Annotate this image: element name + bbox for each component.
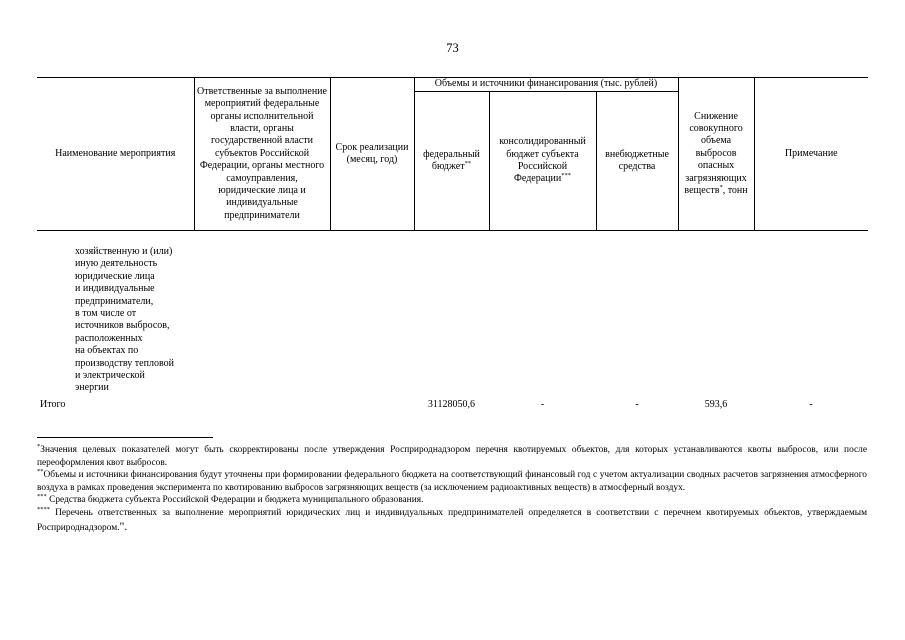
footnote xyxy=(37,507,867,534)
footnote xyxy=(37,494,867,507)
header-name: Наименование мероприятия xyxy=(37,78,194,231)
footnote xyxy=(37,469,867,494)
total-reduction: 593,6 xyxy=(704,398,728,410)
closing-quote: ". xyxy=(119,518,128,533)
financing-table xyxy=(37,77,868,412)
header-note: Примечание xyxy=(754,78,868,231)
description-line: и индивидуальные xyxy=(75,283,155,295)
footnote-mark: *** xyxy=(37,493,47,501)
description-line: и электрической xyxy=(75,370,145,382)
header-federal-budget: федеральный бюджет** xyxy=(414,92,489,231)
description-cell xyxy=(37,231,194,395)
footnote-text: Средства бюджета субъекта Российской Федерации и бюджета муниципального образования. xyxy=(49,495,424,506)
footnotes xyxy=(37,444,867,534)
description-line: иную деятельность xyxy=(75,258,158,270)
header-financing-group: Объемы и источники финансирования (тыс. рублей) xyxy=(414,78,678,92)
footnote-mark: ** xyxy=(37,468,44,476)
total-label: Итого xyxy=(40,398,66,410)
description-line: хозяйственную и (или) xyxy=(75,246,173,257)
description-line: источников выбросов, xyxy=(75,320,170,332)
table-row xyxy=(37,231,868,395)
total-note: - xyxy=(809,398,813,410)
page-number: 73 xyxy=(446,41,459,55)
description-line: на объектах по xyxy=(75,345,139,357)
description-line: производству тепловой xyxy=(75,357,174,369)
footnote-text: Объемы и источники финансирования будут уточнены при формировании федерального бюджета на соответствующий финансовый год с учетом актуализации сводных расчетов загрязнения атмосферного воздуха в рамках проведения эксперимента по квотированию выбросов загрязняющих веществ (за исключением радиоактивных веществ) в атмосферный воздух. xyxy=(37,470,867,493)
footnote-divider xyxy=(37,437,213,438)
description-line: предприниматели, xyxy=(75,295,154,307)
footnote-text: Значения целевых показателей могут быть скорректированы после утверждения Росприроднадзором перечня квотируемых объектов, для которых устанавливаются квоты выбросов, или после переоформления квот выбросов. xyxy=(37,445,867,468)
header-extrabudgetary: внебюджетные средства xyxy=(596,92,678,231)
header-term: Срок реализации (месяц, год) xyxy=(330,78,414,231)
description-line: энергии xyxy=(75,382,109,394)
header-reduction: Снижение совокупного объема выбросов опасных загрязняющих веществ*, тонн xyxy=(678,78,754,231)
description-line: в том числе от xyxy=(75,308,137,320)
header-consolidated-budget: консолидированный бюджет субъекта Российской Федерации*** xyxy=(489,92,596,231)
total-row xyxy=(37,395,868,412)
description-line: юридические лица xyxy=(75,270,155,282)
footnote-mark: * xyxy=(37,443,41,450)
total-federal-budget: 31128050,6 xyxy=(427,398,476,410)
total-extrabudgetary: - xyxy=(635,398,639,410)
footnote-mark: **** xyxy=(37,505,50,513)
footnote xyxy=(37,444,867,469)
description-line: расположенных xyxy=(75,332,143,344)
footnote-text: Перечень ответственных за выполнение мероприятий юридических лиц и индивидуальных предпринимателей определяется в соответствии с перечнем квотируемых объектов, утверждаемым Росприроднадзором. xyxy=(37,507,868,533)
total-consolidated-budget: - xyxy=(540,398,545,410)
header-responsible: Ответственные за выполнение мероприятий федеральные органы исполнительной власти, органы государственной власти субъектов Российской Федерации, органы местного самоуправления, юридические лица и индивидуальные предприниматели xyxy=(194,78,330,231)
